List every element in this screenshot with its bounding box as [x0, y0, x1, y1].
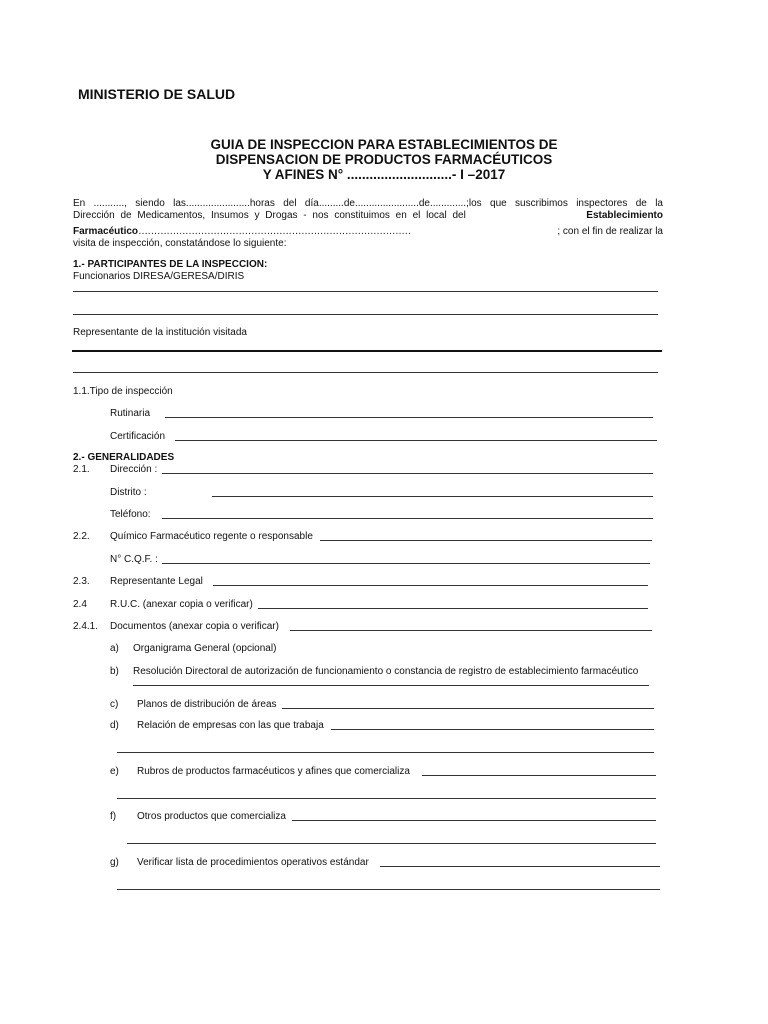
item-d-letter: d) — [110, 720, 119, 731]
item-g-line-2[interactable] — [117, 889, 660, 890]
item-b-line[interactable] — [133, 685, 649, 686]
distrito-line[interactable] — [212, 496, 653, 497]
intro-establecimiento: Establecimiento — [586, 210, 663, 221]
cqf-label: N° C.Q.F. : — [110, 554, 158, 565]
intro-line1: En ..........., siendo las.......................horas del día.........de.......................de.............;los que suscribimos inspectores de la — [73, 198, 663, 209]
ruc-line[interactable] — [258, 608, 648, 609]
tipo-inspeccion-label: 1.1.Tipo de inspección — [73, 386, 173, 397]
document-title-line1: GUIA DE INSPECCION PARA ESTABLECIMIENTOS DE — [210, 137, 558, 152]
item-c-text: Planos de distribución de áreas — [137, 699, 277, 710]
funcionarios-line-1[interactable] — [73, 291, 658, 292]
item-f-line-2[interactable] — [127, 843, 656, 844]
item-g-letter: g) — [110, 857, 119, 868]
num-2-2: 2.2. — [73, 531, 90, 542]
rutinaria-line[interactable] — [165, 417, 653, 418]
telefono-label: Teléfono: — [110, 509, 151, 520]
item-e-text: Rubros de productos farmacéuticos y afines que comercializa — [137, 766, 410, 777]
intro-line2-text: Dirección de Medicamentos, Insumos y Drogas - nos constituimos en el local del — [73, 210, 466, 221]
item-e-line-2[interactable] — [117, 798, 656, 799]
direccion-line[interactable] — [162, 473, 653, 474]
certificacion-line[interactable] — [175, 440, 657, 441]
item-f-line-1[interactable] — [292, 820, 656, 821]
item-a-text: Organigrama General (opcional) — [133, 643, 277, 654]
documentos-label: Documentos (anexar copia o verificar) — [110, 621, 279, 632]
item-d-line-2[interactable] — [117, 752, 654, 753]
intro-line2 — [73, 210, 663, 222]
representante-thick-line — [72, 350, 662, 352]
item-e-letter: e) — [110, 766, 119, 777]
document-title-line2: DISPENSACION DE PRODUCTOS FARMACÉUTICOS — [215, 152, 553, 167]
representante-legal-line[interactable] — [213, 585, 648, 586]
distrito-label: Distrito : — [110, 487, 147, 498]
quimico-line[interactable] — [320, 540, 652, 541]
documentos-line[interactable] — [290, 630, 652, 631]
quimico-label: Químico Farmacéutico regente o responsable — [110, 531, 313, 542]
item-g-line-1[interactable] — [380, 866, 660, 867]
item-b-text: Resolución Directoral de autorización de funcionamiento o constancia de registro de establecimiento farmacéutico — [133, 666, 639, 677]
item-d-line-1[interactable] — [331, 729, 654, 730]
num-2-3: 2.3. — [73, 576, 90, 587]
intro-farmaceutico: Farmacéutico — [73, 226, 139, 237]
representante-label: Representante de la institución visitada — [73, 327, 247, 338]
ruc-label: R.U.C. (anexar copia o verificar) — [110, 599, 253, 610]
item-c-line[interactable] — [282, 708, 654, 709]
item-d-text: Relación de empresas con las que trabaja — [137, 720, 324, 731]
item-f-letter: f) — [110, 811, 117, 822]
intro-line3-end: ; con el fin de realizar la — [557, 226, 663, 237]
cqf-line[interactable] — [162, 563, 650, 564]
representante-legal-label: Representante Legal — [110, 576, 203, 587]
num-2-4-1: 2.4.1. — [73, 621, 99, 632]
item-e-line-1[interactable] — [422, 775, 656, 776]
intro-line4: visita de inspección, constatándose lo siguiente: — [73, 238, 287, 249]
representante-line[interactable] — [73, 372, 658, 373]
num-2-4: 2.4 — [73, 599, 87, 610]
funcionarios-label: Funcionarios DIRESA/GERESA/DIRIS — [73, 271, 245, 282]
section1-heading: 1.- PARTICIPANTES DE LA INSPECCION: — [73, 259, 268, 270]
item-c-letter: c) — [110, 699, 119, 710]
item-a-letter: a) — [110, 643, 119, 654]
section2-heading: 2.- GENERALIDADES — [73, 452, 175, 463]
ministry-heading: MINISTERIO DE SALUD — [78, 86, 236, 102]
telefono-line[interactable] — [162, 518, 653, 519]
item-b-letter: b) — [110, 666, 119, 677]
rutinaria-label: Rutinaria — [110, 408, 151, 419]
item-f-text: Otros productos que comercializa — [137, 811, 286, 822]
num-2-1: 2.1. — [73, 464, 90, 475]
certificacion-label: Certificación — [110, 431, 166, 442]
document-title-line3: Y AFINES N° ............................- I –2017 — [262, 167, 506, 182]
funcionarios-line-2[interactable] — [73, 314, 658, 315]
item-g-text: Verificar lista de procedimientos operativos estándar — [137, 857, 369, 868]
intro-dots: …………………………………………………………………………… — [138, 226, 411, 237]
direccion-label: Dirección : — [110, 464, 158, 475]
intro-line3 — [73, 226, 663, 238]
